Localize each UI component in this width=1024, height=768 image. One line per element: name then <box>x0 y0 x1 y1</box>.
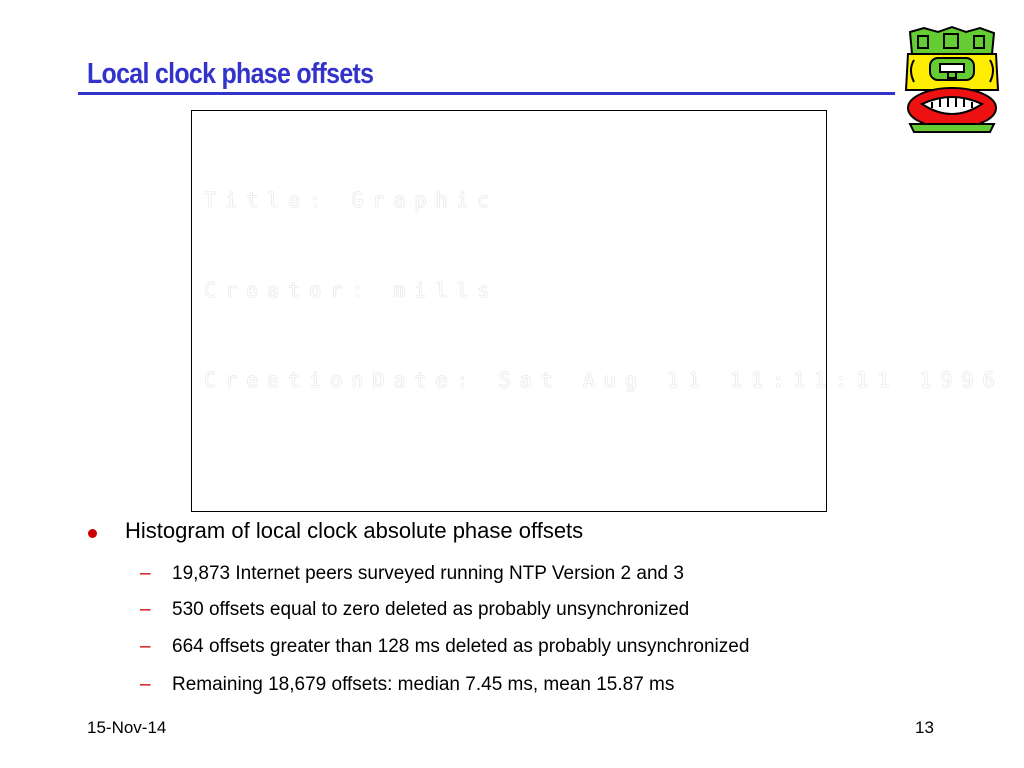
postscript-creator-line: Creator: mills <box>204 278 499 302</box>
sub-bullet-text: Remaining 18,679 offsets: median 7.45 ms, mean 15.87 ms <box>172 674 675 695</box>
dash-icon: – <box>140 636 151 657</box>
postscript-date-line: CreationDate: Sat Aug 11 11:11:11 1996 <box>204 368 1004 392</box>
histogram-figure-placeholder <box>191 110 1004 512</box>
page-number: 13 <box>915 718 934 737</box>
sub-bullet-text: 530 offsets equal to zero deleted as probably unsynchronized <box>172 599 690 620</box>
bullet-dot-icon <box>88 529 97 538</box>
bullet-main-text: Histogram of local clock absolute phase offsets <box>125 518 584 543</box>
postscript-header <box>204 125 1004 455</box>
dash-icon: – <box>140 563 151 584</box>
sub-bullet-text: 19,873 Internet peers surveyed running NTP Version 2 and 3 <box>172 563 684 584</box>
mayan-glyph-icon <box>904 24 1000 134</box>
postscript-title-line: Title: Graphic <box>204 188 499 212</box>
title-underline <box>78 92 895 95</box>
footer-date: 15-Nov-14 <box>87 718 167 737</box>
slide-title: Local clock phase offsets <box>87 58 374 90</box>
dash-icon: – <box>140 674 151 695</box>
dash-icon: – <box>140 599 151 620</box>
sub-bullet-text: 664 offsets greater than 128 ms deleted as probably unsynchronized <box>172 636 750 657</box>
